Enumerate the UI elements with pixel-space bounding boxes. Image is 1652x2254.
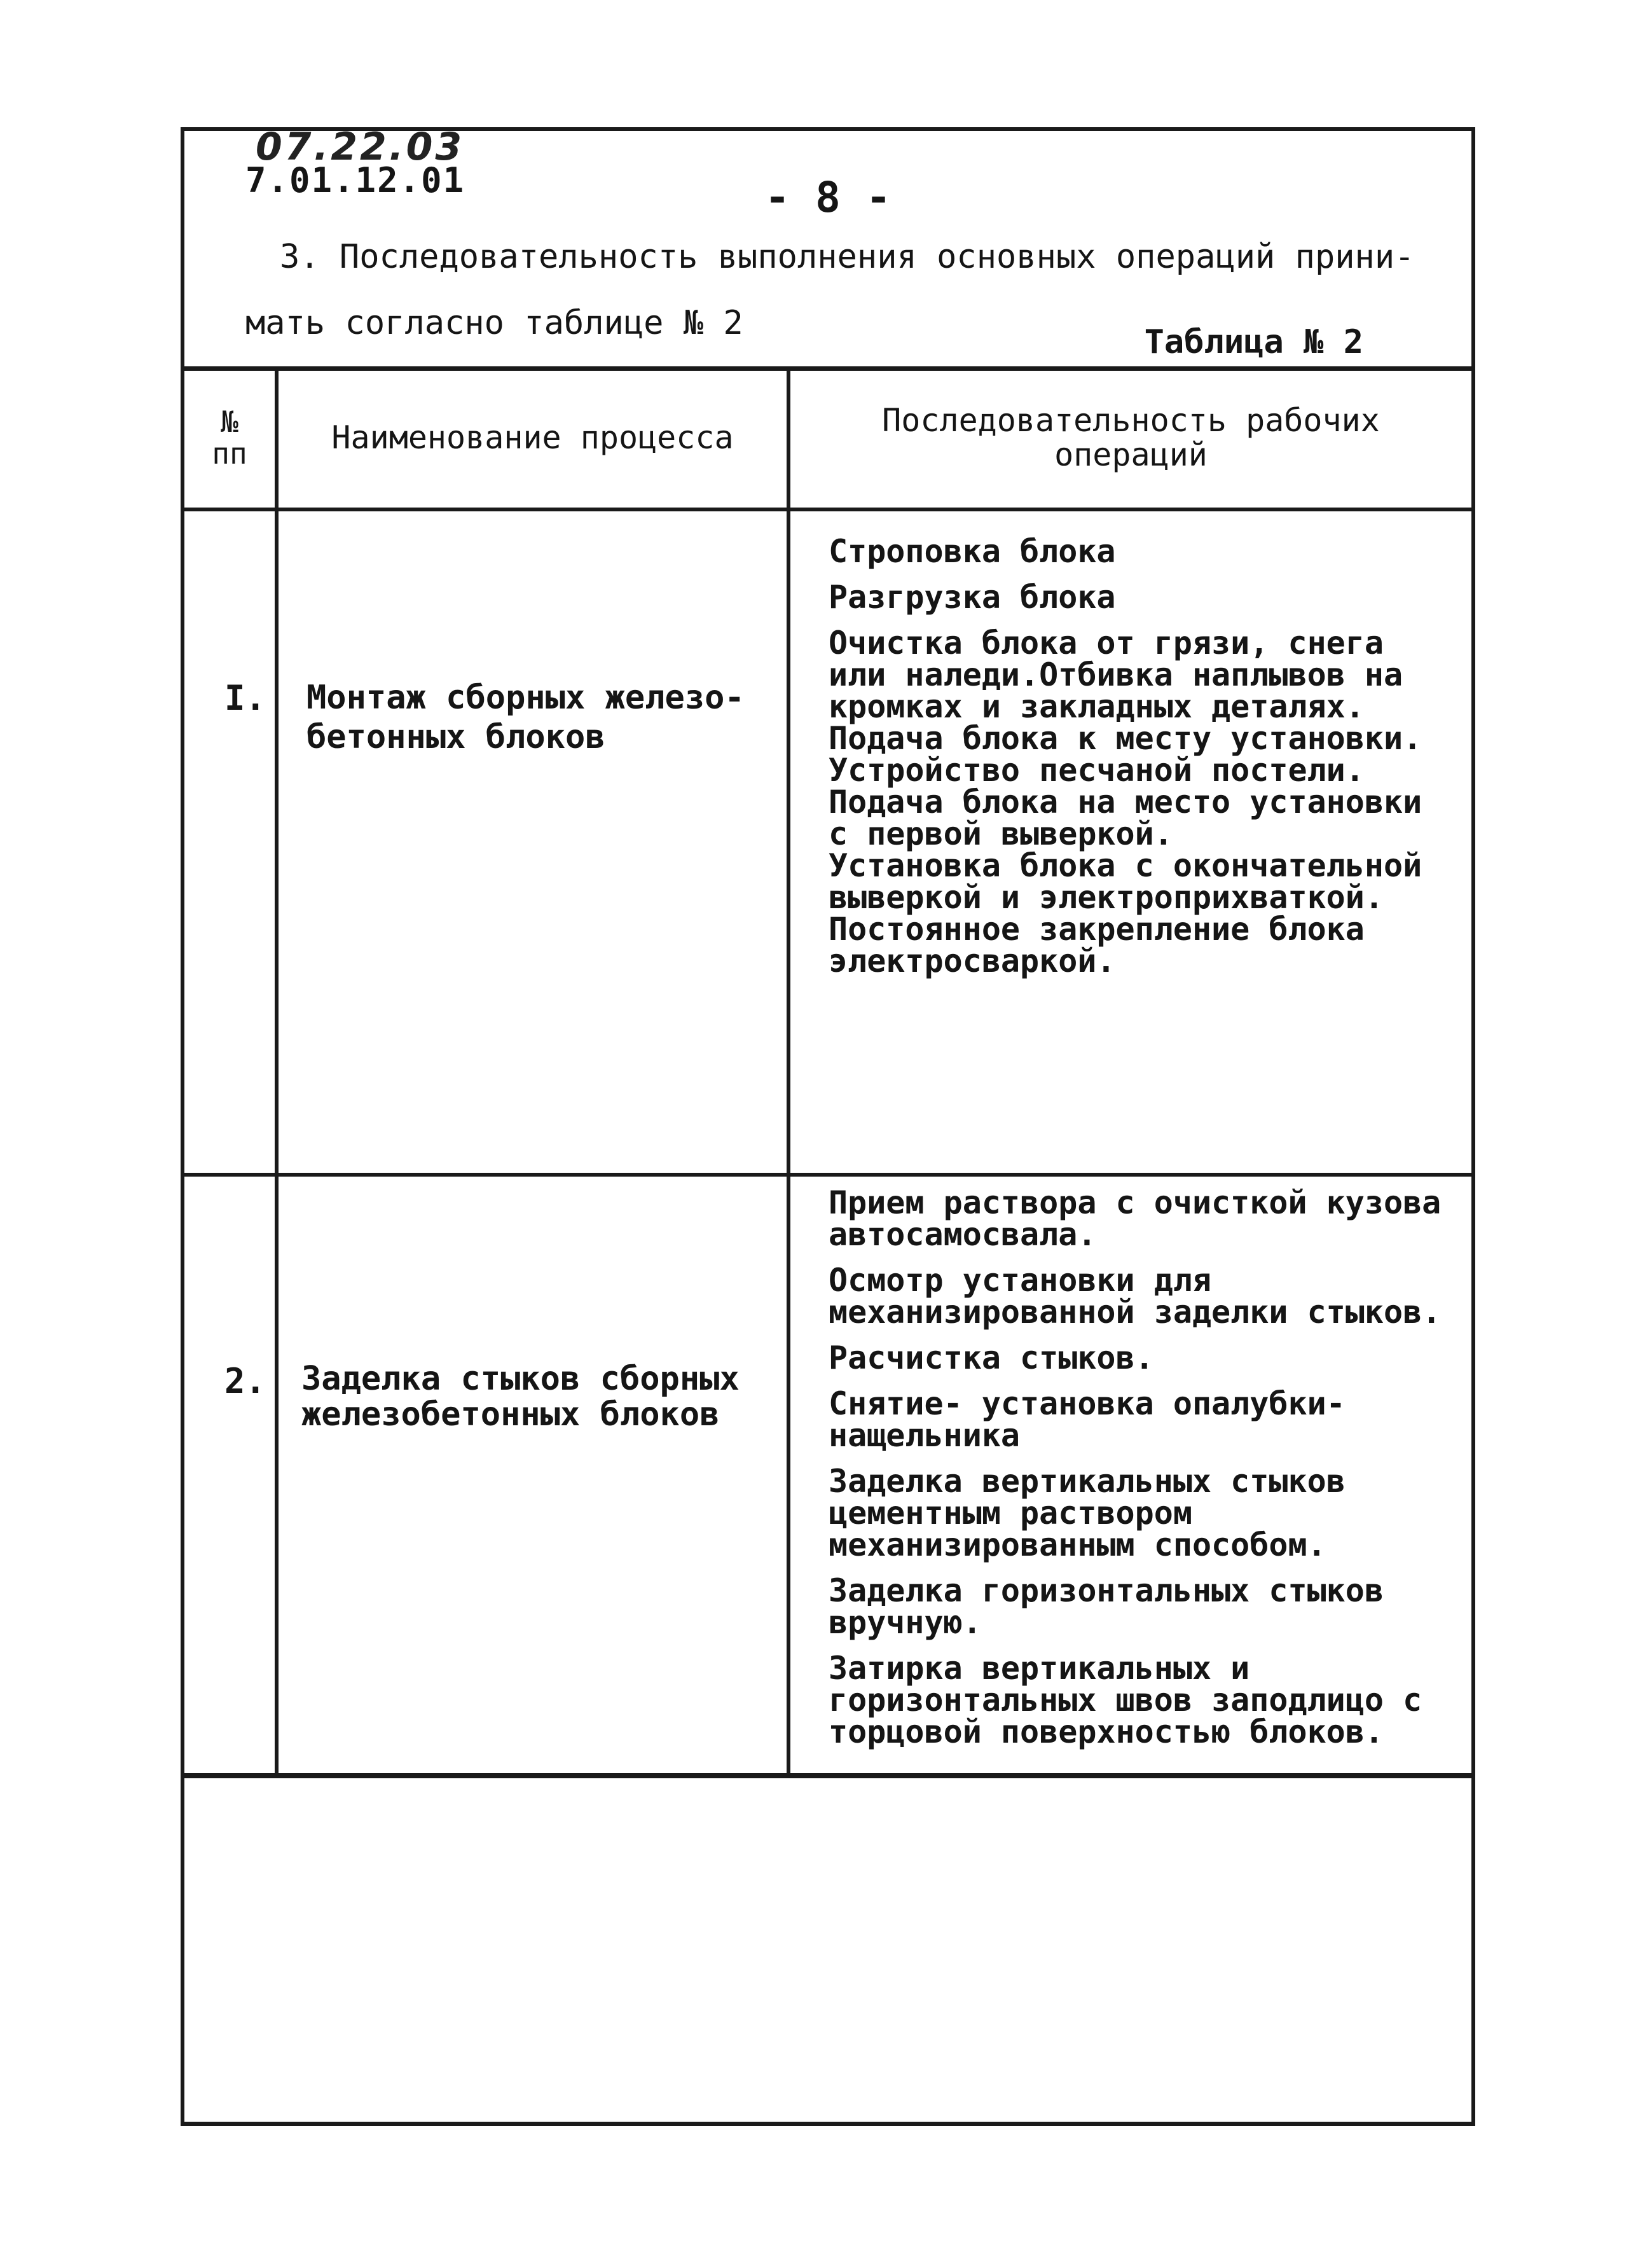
- row-process-cell: [277, 1175, 788, 1776]
- document-sheet: [181, 127, 1475, 2126]
- list-item: Затирка вертикальных и горизонтальных швов заподлицо с торцовой поверхностью блоков.: [829, 1649, 1422, 1750]
- list-item: Подача блока к месту установки.: [829, 719, 1422, 757]
- row-number-cell: [184, 509, 277, 1175]
- header-operations: [788, 369, 1471, 509]
- header-number: [184, 369, 277, 509]
- list-item: Расчистка стыков.: [829, 1339, 1154, 1376]
- operations-list: [829, 532, 1459, 979]
- row-number: I.: [224, 677, 266, 718]
- list-item: Подача блока на место установки с первой выверкой.: [829, 783, 1422, 852]
- table-row: [184, 1175, 1471, 1776]
- list-item: Устройство песчаной постели.: [829, 751, 1365, 789]
- row-operations-cell: [788, 1175, 1471, 1776]
- page-header: [184, 125, 1471, 366]
- document-code: 7.01.12.01: [245, 160, 465, 200]
- list-item: Заделка горизонтальных стыков вручную.: [829, 1572, 1384, 1641]
- table-row: [184, 509, 1471, 1175]
- intro-paragraph-line-2: мать согласно таблице № 2: [245, 304, 743, 342]
- table-caption: Таблица № 2: [1144, 323, 1363, 361]
- operations-table: [184, 366, 1471, 1778]
- header-process: [277, 369, 788, 509]
- intro-paragraph-line-1: 3. Последовательность выполнения основных операций прини-: [280, 238, 1415, 276]
- operations-list: [829, 1184, 1459, 1762]
- row-number: 2.: [224, 1360, 266, 1401]
- list-item: Разгрузка блока: [829, 578, 1116, 616]
- list-item: Осмотр установки для механизированной заделки стыков.: [829, 1261, 1442, 1331]
- header-number-label: № пп: [212, 404, 247, 471]
- process-name: Монтаж сборных железо-бетонных блоков: [306, 678, 745, 756]
- list-item: Очистка блока от грязи, снега или наледи.Отбивка наплывов на кромках и закладных деталях.: [829, 624, 1403, 725]
- operations-table-container: [184, 366, 1471, 1778]
- handwritten-code: 07.22.03: [256, 125, 465, 169]
- empty-bottom-area: [184, 1778, 1471, 2122]
- row-process-cell: [277, 509, 788, 1175]
- list-item: Прием раствора с очисткой кузова автосамосвала.: [829, 1184, 1442, 1253]
- table-header-row: [184, 369, 1471, 509]
- row-operations-cell: [788, 509, 1471, 1175]
- list-item: Заделка вертикальных стыков цементным раствором механизированным способом.: [829, 1462, 1346, 1563]
- process-name: Заделка стыков сборных железобетонных блоков: [301, 1359, 740, 1434]
- header-operations-label: Последовательность рабочих операций: [882, 402, 1380, 473]
- list-item: Снятие- установка опалубки-нащельника: [829, 1385, 1346, 1454]
- page-number: - 8 -: [764, 173, 891, 222]
- list-item: Постоянное закрепление блока электросваркой.: [829, 910, 1365, 979]
- list-item: Строповка блока: [829, 532, 1116, 570]
- row-number-cell: [184, 1175, 277, 1776]
- list-item: Установка блока с окончательной выверкой и электроприхваткой.: [829, 847, 1422, 916]
- header-process-label: Наименование процесса: [331, 419, 734, 456]
